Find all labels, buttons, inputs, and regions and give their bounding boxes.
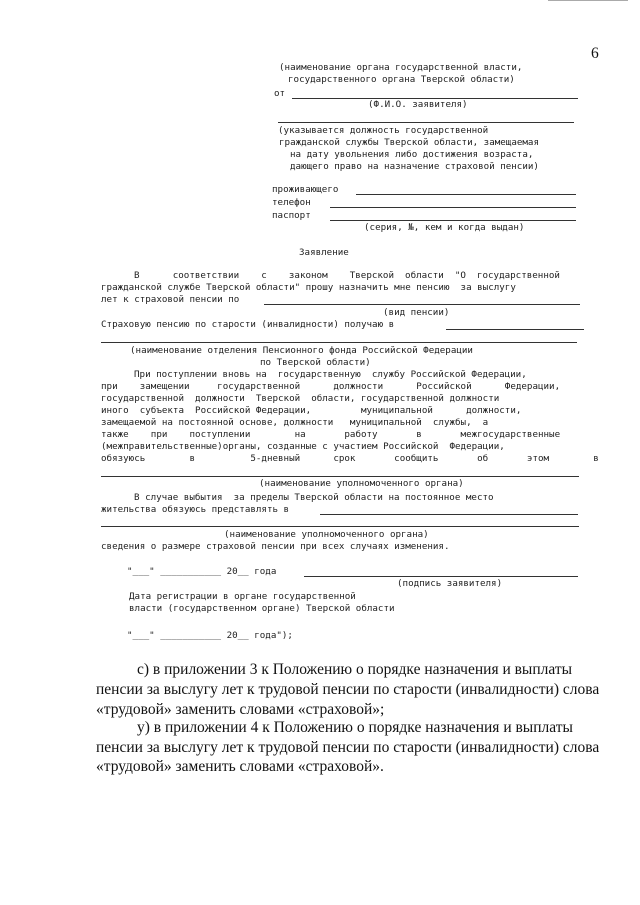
item-u-line3: «трудовой» заменить словами «страховой». xyxy=(96,758,384,775)
authorized-organ-field-1[interactable] xyxy=(101,476,579,477)
para2-line8: обязуюсь в 5-дневный срок сообщить об этом в xyxy=(101,453,599,464)
registration-line-2: власти (государственном органе) Тверской области xyxy=(129,603,395,614)
passport-field[interactable] xyxy=(330,220,576,221)
para3-line3: сведения о размере страховой пенсии при всех случаях изменения. xyxy=(101,541,450,552)
para2-line1: При поступлении вновь на государственную службу Российской Федерации, xyxy=(134,369,527,380)
para3-line2: жительства обязуюсь представлять в xyxy=(101,504,290,515)
position-field[interactable] xyxy=(278,122,574,123)
para1-line2: гражданской службе Тверской области" прошу назначить мне пенсию за выслугу xyxy=(101,282,516,293)
from-label: от xyxy=(274,88,286,99)
item-s-line2: пенсии за выслугу лет к трудовой пенсии по старости (инвалидности) слова xyxy=(96,681,600,698)
pfr-field-2[interactable] xyxy=(101,342,577,343)
item-s-line3: «трудовой» заменить словами «страховой»; xyxy=(96,701,385,718)
position-caption-4: дающего право на назначение страховой пенсии) xyxy=(290,161,539,172)
authorized-caption-2: (наименование уполномоченного органа) xyxy=(224,529,429,540)
pension-type-field[interactable] xyxy=(264,304,580,305)
item-u-line2: пенсии за выслугу лет к трудовой пенсии по старости (инвалидности) слова xyxy=(96,739,600,756)
item-s-line1: с) в приложении 3 к Положению о порядке назначения и выплаты xyxy=(137,661,573,678)
old-age-line: Страховую пенсию по старости (инвалидности) получаю в xyxy=(101,319,395,330)
para3-line1: В случае выбытия за пределы Тверской области на постоянное место xyxy=(134,492,494,503)
para2-line3: государственной должности Тверской области, государственной должности xyxy=(101,393,500,404)
page-number: 6 xyxy=(591,45,599,62)
passport-caption: (серия, №, кем и когда выдан) xyxy=(364,222,525,233)
pfr-caption-1: (наименование отделения Пенсионного фонда Российской Федерации xyxy=(130,345,473,356)
para1-line1: В соответствии с законом Тверской области "О государственной xyxy=(134,270,560,281)
document-title: Заявление xyxy=(299,247,349,258)
position-caption-1: (указывается должность государственной xyxy=(278,125,489,136)
fio-caption: (Ф.И.О. заявителя) xyxy=(368,99,468,110)
date-line-1: "___" ___________ 20__ года xyxy=(127,566,277,577)
signature-caption: (подпись заявителя) xyxy=(397,578,503,589)
position-caption-2: гражданской службы Тверской области, замещаемая xyxy=(279,137,539,148)
para2-line4: иного субъекта Российской Федерации, муниципальной должности, xyxy=(101,405,522,416)
phone-label: телефон xyxy=(272,197,311,208)
phone-field[interactable] xyxy=(330,207,576,208)
authorized-organ-field-3[interactable] xyxy=(101,526,579,527)
date-line-2: "___" ___________ 20__ года"); xyxy=(127,630,293,641)
organ-caption-2: государственного органа Тверской области) xyxy=(288,74,515,85)
registration-line-1: Дата регистрации в органе государственной xyxy=(129,591,356,602)
para2-line7: (межправительственные)органы, созданные с участием Российской Федерации, xyxy=(101,441,505,452)
authorized-organ-field-2[interactable] xyxy=(320,514,578,515)
passport-label: паспорт xyxy=(272,210,311,221)
para2-line6: также при поступлении на работу в межгосударственные xyxy=(101,429,561,440)
para2-line2: при замещении государственной должности Российской Федерации, xyxy=(101,381,561,392)
authorized-caption-1: (наименование уполномоченного органа) xyxy=(259,478,464,489)
pension-type-caption: (вид пенсии) xyxy=(383,307,450,318)
pfr-caption-2: по Тверской области) xyxy=(260,357,371,368)
item-u-line1: у) в приложении 4 к Положению о порядке назначения и выплаты xyxy=(137,719,573,736)
scan-edge-line xyxy=(548,0,628,1)
para1-line3: лет к страховой пенсии по xyxy=(101,294,240,305)
residing-label: проживающего xyxy=(272,184,339,195)
position-caption-3: на дату увольнения либо достижения возраста, xyxy=(290,149,534,160)
signature-field[interactable] xyxy=(304,576,578,577)
residing-field[interactable] xyxy=(356,194,576,195)
pfr-field-1[interactable] xyxy=(446,329,584,330)
organ-caption-1: (наименование органа государственной власти, xyxy=(279,62,523,73)
para2-line5: замещаемой на постоянной основе, должности муниципальной службы, а xyxy=(101,417,489,428)
